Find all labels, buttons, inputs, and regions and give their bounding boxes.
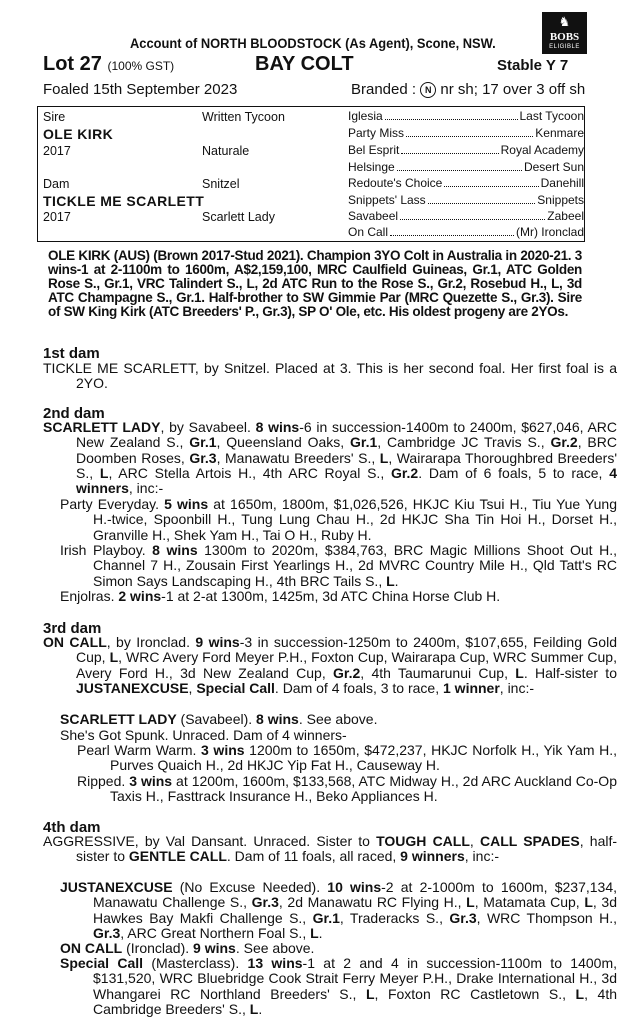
progeny-irish-playboy: Irish Playboy. 8 wins 1300m to 2020m, $384,763, BRC Magic Millions Shoot Out H., Channel 7 H., Zousain First Yearlings H., 2d MVRC Country Mile H., Qld Tatt's RC Simon Says Landscaping H., 4th BRC Tails S., L. [60, 542, 617, 589]
fourth-dam-heading: 4th dam [43, 819, 101, 836]
gst-note: (100% GST) [107, 59, 175, 73]
progeny-pearl-warm-warm: Pearl Warm Warm. 3 wins 1200m to 1650m, $472,237, HKJC Norfolk H., Yik Yam H., Purves Quaich H., 2d HKJC Yip Fat H., Causeway H. [77, 742, 618, 774]
bobs-logo [542, 12, 587, 54]
pedigree-g3-row: Party Miss Kenmare [348, 126, 584, 140]
fourth-dam-record: AGGRESSIVE, by Val Dansant. Unraced. Sister to TOUGH CALL, CALL SPADES, half-sister to GENTLE CALL. Dam of 11 foals, all raced, 9 winners, inc:- [43, 833, 618, 865]
pedigree-g3-row: Iglesia Last Tycoon [348, 109, 584, 123]
brand-symbol-icon: N [420, 82, 436, 98]
lot-number: Lot 27 (100% GST) [43, 53, 175, 75]
sire-label: Sire [43, 110, 66, 124]
sire-dam: Naturale [202, 144, 250, 158]
pedigree-g3-row: Redoute's Choice Danehill [348, 176, 584, 190]
progeny-justanexcuse: JUSTANEXCUSE (No Excuse Needed). 10 wins-2 at 2-1000m to 1600m, $237,134, Manawatu Challenge S., Gr.3, 2d Manawatu RC Flying H., L, Matamata Cup, L, 3d Hawkes Bay Makfi Challenge S., Gr.1, Traderacks S., Gr.3, WRC Thompson H., Gr.3, ARC Great Northern Foal S., L. [60, 879, 617, 941]
pedigree-g3-row: Helsinge Desert Sun [348, 160, 584, 174]
horse-icon: ♞ [558, 14, 571, 29]
progeny-enjolras: Enjolras. 2 wins-1 at 2-at 1300m, 1425m, 3d ATC China Horse Club H. [60, 588, 501, 604]
progeny-on-call: ON CALL (Ironclad). 9 wins. See above. [60, 940, 315, 956]
sire-sire: Written Tycoon [202, 110, 285, 124]
pedigree-g3-row: Snippets' Lass Snippets [348, 193, 584, 207]
progeny-ripped: Ripped. 3 wins at 1200m, 1600m, $133,568, ATC Midway H., 2d ARC Auckland Co-Op Taxis H., Fasttrack Insurance H., Beko Appliances H. [77, 773, 617, 805]
lot-description: BAY COLT [255, 53, 354, 75]
dam-dam: Scarlett Lady [202, 210, 275, 224]
dam-sire: Snitzel [202, 177, 240, 191]
logo-text: BOBS [549, 31, 580, 43]
progeny-special-call: Special Call (Masterclass). 13 wins-1 at 2 and 4 in succession-1100m to 1400m, $131,520, WRC Bluebridge Cook Strait Ferry Meyer P.H., Drake International H., 3d Whangarei RC Northland Breeders' S., L, Foxton RC Castletown S., L, 4th Cambridge Breeders' S., L. [60, 955, 617, 1017]
vendor-account: Account of NORTH BLOODSTOCK (As Agent), Scone, NSW. [130, 35, 496, 51]
pedigree-g3-row: Savabeel Zabeel [348, 209, 584, 223]
pedigree-g3-row: Bel Esprit Royal Academy [348, 143, 584, 157]
progeny-scarlett-lady: SCARLETT LADY (Savabeel). 8 wins. See above. [60, 711, 378, 727]
second-dam-heading: 2nd dam [43, 405, 105, 422]
first-dam-heading: 1st dam [43, 345, 100, 362]
sire-name: OLE KIRK [43, 126, 114, 142]
dam-label: Dam [43, 177, 70, 191]
branding: Branded : N nr sh; 17 over 3 off sh [351, 81, 586, 98]
sire-summary: OLE KIRK (AUS) (Brown 2017-Stud 2021). Champion 3YO Colt in Australia in 2020-21. 3 wins-1 at 2-1100m to 1600m, A$2,159,100, MRC Caulfield Guineas, Gr.1, ATC Golden Rose S., Gr.1, VRC Talindert S., L, 2d ATC Run to the Rose S., Gr.2, Rosebud H., L, 3d ATC Champagne S., Gr.1. Half-brother to SW Gimmie Par (MRC Quezette S., Gr.3). Sire of SW King Kirk (ATC Breeders' P., Gr.3), SP O' Ole, etc. His oldest progeny are 2YOs. [48, 248, 582, 319]
third-dam-heading: 3rd dam [43, 620, 102, 637]
foaled-date: Foaled 15th September 2023 [43, 81, 238, 98]
dam-year: 2017 [43, 210, 71, 224]
progeny-shes-got-spunk: She's Got Spunk. Unraced. Dam of 4 winners- [60, 727, 347, 743]
third-dam-record: ON CALL, by Ironclad. 9 wins-3 in succession-1250m to 2400m, $107,655, Feilding Gold Cup, L, WRC Avery Ford Meyer P.H., Foxton Cup, Wairarapa Cup, WRC Summer Cup, Avery Ford H., 3d New Zealand Cup, Gr.2, 4th Taumarunui Cup, L. Half-sister to JUSTANEXCUSE, Special Call. Dam of 4 foals, 3 to race, 1 winner, inc:- [43, 634, 617, 696]
pedigree-g3-row: On Call (Mr) Ironclad [348, 225, 584, 239]
sire-year: 2017 [43, 144, 71, 158]
dam-name: TICKLE ME SCARLETT [43, 193, 205, 209]
first-dam-text: TICKLE ME SCARLETT, by Snitzel. Placed at 3. This is her second foal. Her first foal is a 2YO. [43, 360, 617, 392]
logo-subtext: ELIGIBLE [549, 44, 580, 50]
second-dam-record: SCARLETT LADY, by Savabeel. 8 wins-6 in succession-1400m to 2400m, $627,046, ARC New Zealand S., Gr.1, Queensland Oaks, Gr.1, Cambridge JC Travis S., Gr.2, BRC Doomben Roses, Gr.3, Manawatu Breeders' S., L, Wairarapa Thoroughbred Breeders' S., L, ARC Stella Artois H., 4th ARC Royal S., Gr.2. Dam of 6 foals, 5 to race, 4 winners, inc:- [43, 419, 618, 497]
progeny-party-everyday: Party Everyday. 5 wins at 1650m, 1800m, $1,026,526, HKJC Kiu Tsui H., Tiu Yue Yung H.-twice, Spoonbill H., Tung Lung Chau H., 2d HKJC Sha Tin Hoi H., Dorset H., Granville H., Shek Yam H., Tai O H., Ruby H. [60, 496, 618, 543]
stable-location: Stable Y 7 [497, 57, 569, 74]
